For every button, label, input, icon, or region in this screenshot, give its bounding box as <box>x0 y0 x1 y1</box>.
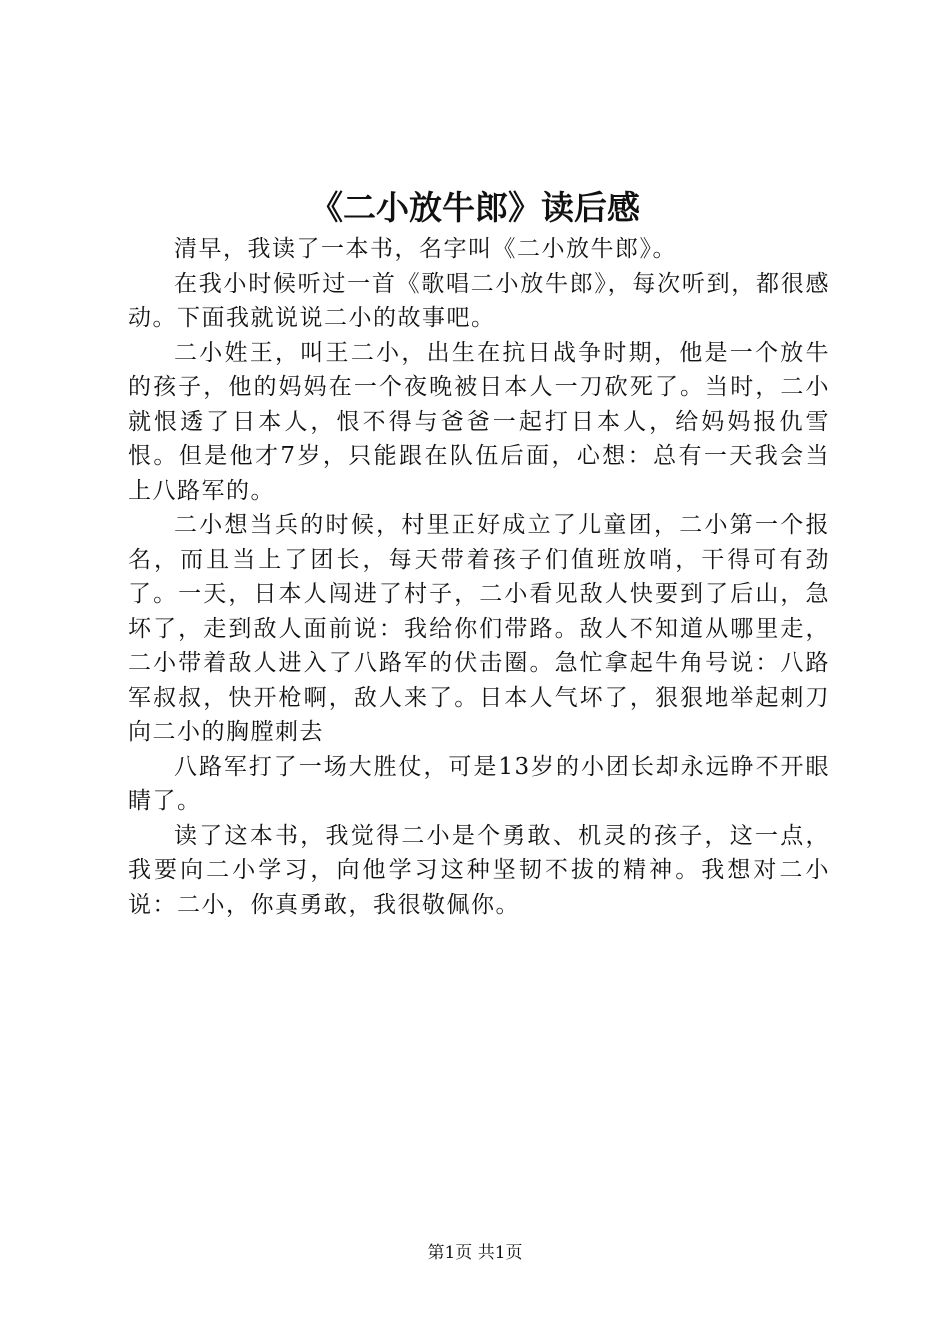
paragraph-2: 在我小时候听过一首《歌唱二小放牛郎》，每次听到，都很感动。下面我就说说二小的故事吧。 <box>128 270 830 331</box>
document-title: 《二小放牛郎》读后感 <box>310 188 640 227</box>
paragraph-6: 读了这本书，我觉得二小是个勇敢、机灵的孩子，这一点，我要向二小学习，向他学习这种坚韧不拔的精神。我想对二小说：二小，你真勇敢，我很敬佩你。 <box>128 822 830 918</box>
paragraph-3: 二小姓王，叫王二小，出生在抗日战争时期，他是一个放牛的孩子，他的妈妈在一个夜晚被日本人一刀砍死了。当时，二小就恨透了日本人，恨不得与爸爸一起打日本人，给妈妈报仇雪恨。但是他才7岁，只能跟在队伍后面，心想：总有一天我会当上八路军的。 <box>128 339 830 504</box>
document-body <box>128 232 830 922</box>
paragraph-4: 二小想当兵的时候，村里正好成立了儿童团，二小第一个报名，而且当上了团长，每天带着孩子们值班放哨，干得可有劲了。一天，日本人闯进了村子，二小看见敌人快要到了后山，急坏了，走到敌人面前说：我给你们带路。敌人不知道从哪里走，二小带着敌人进入了八路军的伏击圈。急忙拿起牛角号说：八路军叔叔，快开枪啊，敌人来了。日本人气坏了，狠狠地举起刺刀向二小的胸膛刺去 <box>128 512 830 745</box>
paragraph-5: 八路军打了一场大胜仗，可是13岁的小团长却永远睁不开眼睛了。 <box>128 753 830 814</box>
page-number-footer: 第1页 共1页 <box>427 1243 523 1263</box>
paragraph-1: 清早，我读了一本书，名字叫《二小放牛郎》。 <box>174 236 677 262</box>
